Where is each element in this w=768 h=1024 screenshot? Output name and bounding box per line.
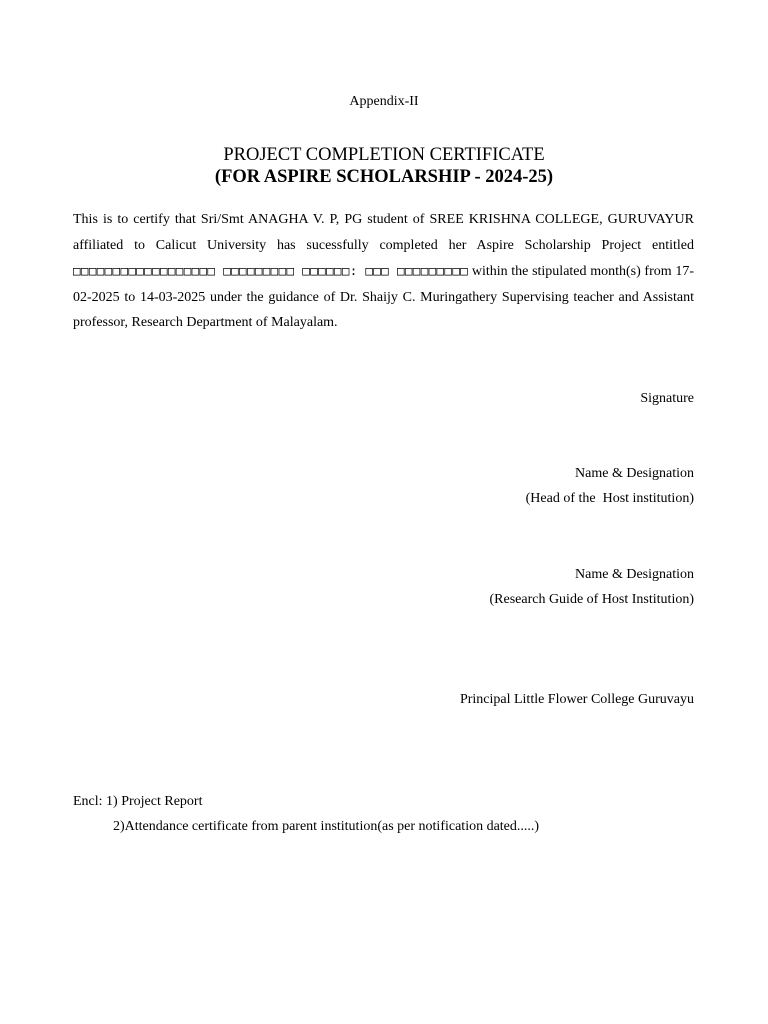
certificate-title: PROJECT COMPLETION CERTIFICATE — [223, 145, 545, 165]
guide-role: (Research Guide of Host Institution) — [489, 592, 694, 607]
principal-block — [460, 687, 694, 712]
certificate-body — [73, 207, 694, 336]
body-text-part2: within the stipulated month(s) from 17-02-2025 to 14-03-2025 under the guidance of Dr. Shaijy C. Muringathery Supervising teacher and Assistant professor, Research Department of Malayalam. — [73, 264, 694, 330]
appendix-label: Appendix-II — [349, 94, 419, 109]
principal-text: Principal Little Flower College Guruvayu — [459, 692, 694, 707]
guide-name-designation: Name & Designation — [575, 567, 694, 582]
host-role: (Head of the Host institution) — [525, 491, 694, 506]
signature-label: Signature — [640, 391, 694, 406]
body-text-part1: This is to certify that Sri/Smt ANAGHA V. P, PG student of SREE KRISHNA COLLEGE, GURUVAYUR affiliated to Calicut University has sucessfully completed her Aspire Scholarship Project entitled — [73, 212, 694, 253]
enclosure-item-2: 2)Attendance certificate from parent institution(as per notification dated.....) — [113, 819, 540, 834]
certificate-subtitle: (FOR ASPIRE SCHOLARSHIP - 2024-25) — [214, 167, 554, 187]
enclosures — [73, 789, 539, 839]
research-guide-block — [489, 562, 694, 612]
signature-block — [640, 386, 694, 411]
host-name-designation: Name & Designation — [575, 466, 694, 481]
host-head-block — [526, 461, 694, 511]
enclosure-item-1: Encl: 1) Project Report — [73, 794, 203, 809]
project-title: □□□□□□□□□□□□□□□□□□ □□□□□□□□□ □□□□□□: □□□ □□□□□□□□□ — [73, 263, 469, 278]
